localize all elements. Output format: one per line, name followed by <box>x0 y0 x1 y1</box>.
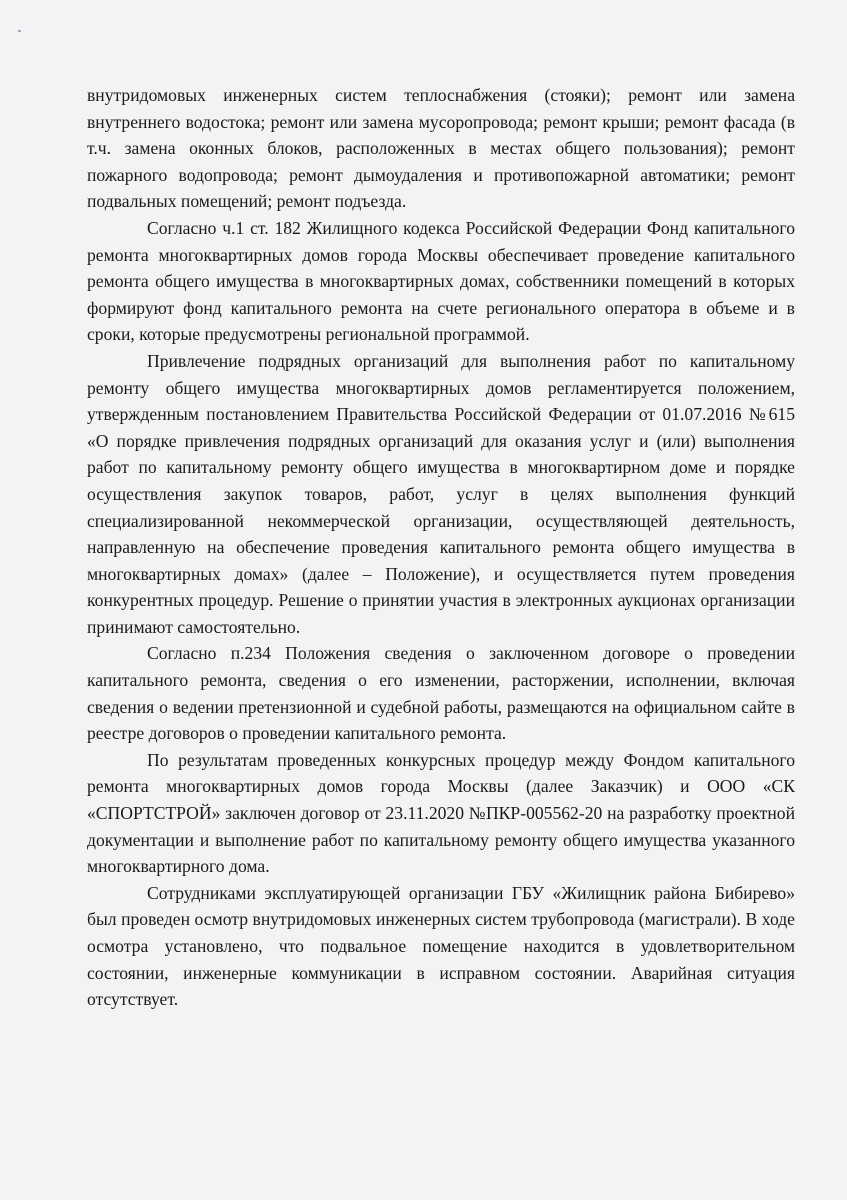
scan-speck <box>18 30 21 32</box>
paragraph-continuation: внутридомовых инженерных систем теплоснабжения (стояки); ремонт или замена внутреннего водостока; ремонт или замена мусоропровода; ремонт крыши; ремонт фасада (в т.ч. замена оконных блоков, расположенных в местах общего пользования); ремонт пожарного водопровода; ремонт дымоудаления и противопожарной автоматики; ремонт подвальных помещений; ремонт подъезда. <box>87 85 795 212</box>
paragraph-contractor-procedure: Привлечение подрядных организаций для выполнения работ по капитальному ремонту общего имущества многоквартирных домов регламентируется положением, утвержденным постановлением Правительства Российской Федерации от 01.07.2016 №615 «О порядке привлечения подрядных организаций для оказания услуг и (или) выполнения работ по капитальному ремонту общего имущества в многоквартирном доме и порядке осуществления закупок товаров, работ, услуг в целях выполнения функций специализированной некоммерческой организации, осуществляющей деятельность, направленную на обеспечение проведения капитального ремонта общего имущества в многоквартирных домах» (далее – Положение), и осуществляется путем проведения конкурентных процедур. Решение о принятии участия в электронных аукционах организации принимают самостоятельно. <box>87 350 795 637</box>
paragraph-fund-obligations: Согласно ч.1 ст. 182 Жилищного кодекса Российской Федерации Фонд капитального ремонта многоквартирных домов города Москвы обеспечивает проведение капитального ремонта общего имущества в многоквартирных домах, собственники помещений в которых формируют фонд капитального ремонта на счете регионального оператора в объеме и в сроки, которые предусмотрены региональной программой. <box>87 217 795 345</box>
paragraph-inspection-result: Сотрудниками эксплуатирующей организации ГБУ «Жилищник района Бибирево» был проведен осмотр внутридомовых инженерных систем трубопровода (магистрали). В ходе осмотра установлено, что подвальное помещение находится в удовлетворительном состоянии, инженерные коммуникации в исправном состоянии. Аварийная ситуация отсутствует. <box>87 882 795 1010</box>
letter-body <box>87 82 795 1013</box>
paragraph-registry-publication: Согласно п.234 Положения сведения о заключенном договоре о проведении капитального ремонта, сведения о его изменении, расторжении, исполнении, включая сведения о ведении претензионной и судебной работы, размещаются на официальном сайте в реестре договоров о проведении капитального ремонта. <box>87 643 795 744</box>
paragraph-contract-details: По результатам проведенных конкурсных процедур между Фондом капитального ремонта многоквартирных домов города Москвы (далее Заказчик) и ООО «СК «СПОРТСТРОЙ» заключен договор от 23.11.2020 №ПКР-005562-20 на разработку проектной документации и выполнение работ по капитальному ремонту общего имущества указанного многоквартирного дома. <box>87 749 795 877</box>
